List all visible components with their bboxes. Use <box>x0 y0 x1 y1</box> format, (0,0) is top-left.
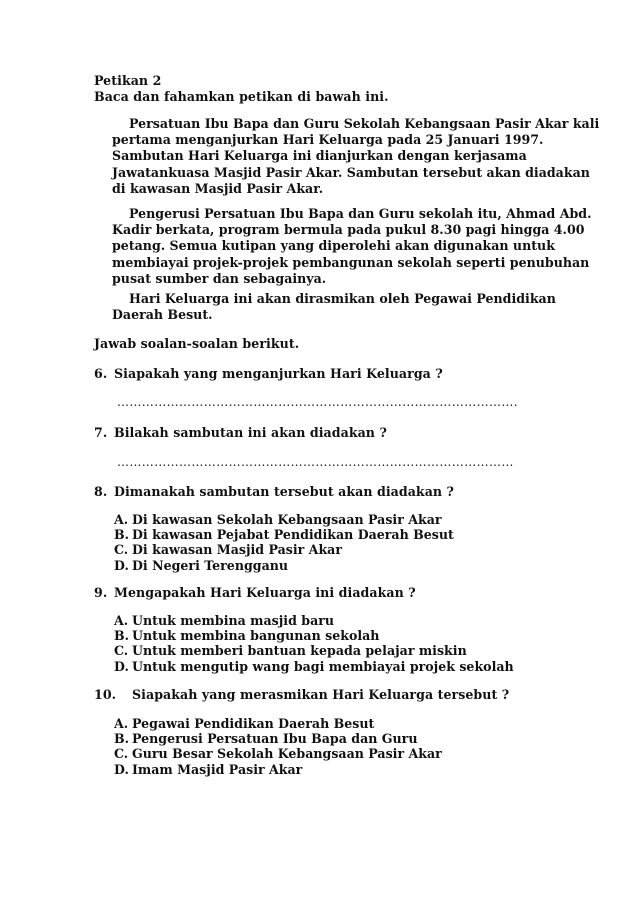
paragraph-line: Daerah Besut. <box>112 307 213 323</box>
paragraph-line: Persatuan Ibu Bapa dan Guru Sekolah Kebangsaan Pasir Akar kali <box>129 116 600 131</box>
option-a[interactable]: A. Di kawasan Sekolah Kebangsaan Pasir Akar <box>114 512 442 527</box>
question-number: 10. <box>94 687 117 702</box>
question-number: 7. <box>94 425 108 440</box>
question-number: 8. <box>94 484 108 499</box>
passage-paragraph-1 <box>112 116 600 197</box>
paragraph-line: di kawasan Masjid Pasir Akar. <box>112 180 324 196</box>
question-number: 6. <box>94 366 108 381</box>
question-text: Bilakah sambutan ini akan diadakan ? <box>114 425 387 440</box>
paragraph-line: Sambutan Hari Keluarga ini dianjurkan dengan kerjasama <box>112 148 527 164</box>
option-c[interactable]: C. Untuk memberi bantuan kepada pelajar miskin <box>114 643 467 659</box>
question-6 <box>94 366 443 382</box>
paragraph-line: Hari Keluarga ini akan dirasmikan oleh Pegawai Pendidikan <box>129 291 556 306</box>
paragraph-line: Jawatankuasa Masjid Pasir Akar. Sambutan tersebut akan diadakan <box>112 164 590 180</box>
passage-paragraph-2 <box>112 206 592 287</box>
question-7 <box>94 425 387 441</box>
option-c[interactable]: C. Di kawasan Masjid Pasir Akar <box>114 542 342 558</box>
options-9 <box>114 613 514 674</box>
passage-paragraph-3 <box>112 291 556 323</box>
question-text: Siapakah yang menganjurkan Hari Keluarga ? <box>114 366 443 381</box>
passage-title: Petikan 2 <box>94 73 162 88</box>
question-8 <box>94 484 454 500</box>
option-b[interactable]: B. Di kawasan Pejabat Pendidikan Daerah Besut <box>114 527 454 543</box>
paragraph-line: pertama menganjurkan Hari Keluarga pada 25 Januari 1997. <box>112 132 544 148</box>
option-c[interactable]: C. Guru Besar Sekolah Kebangsaan Pasir Akar <box>114 746 442 762</box>
paragraph-line: petang. Semua kutipan yang diperolehi akan digunakan untuk <box>112 238 555 254</box>
question-text: Siapakah yang merasmikan Hari Keluarga tersebut ? <box>132 687 510 702</box>
option-b[interactable]: B. Pengerusi Persatuan Ibu Bapa dan Guru <box>114 731 418 747</box>
option-d[interactable]: D. Di Negeri Terengganu <box>114 557 289 573</box>
option-d[interactable]: D. Untuk mengutip wang bagi membiayai projek sekolah <box>114 658 514 674</box>
option-a[interactable]: A. Pegawai Pendidikan Daerah Besut <box>114 716 375 731</box>
question-text: Dimanakah sambutan tersebut akan diadakan ? <box>114 484 454 499</box>
answer-line-6[interactable]: ……………………………………………………………………………………. <box>117 395 519 409</box>
paragraph-line: Pengerusi Persatuan Ibu Bapa dan Guru sekolah itu, Ahmad Abd. <box>129 206 592 221</box>
passage-instruction: Baca dan fahamkan petikan di bawah ini. <box>94 89 389 104</box>
question-10 <box>94 687 509 703</box>
answer-line-7[interactable]: …………………………………………………………………………………… <box>117 455 514 469</box>
question-text: Mengapakah Hari Keluarga ini diadakan ? <box>114 585 416 600</box>
options-8 <box>114 512 454 573</box>
questions-intro: Jawab soalan-soalan berikut. <box>94 336 300 351</box>
paragraph-line: pusat sumber dan sebagainya. <box>112 270 327 286</box>
option-b[interactable]: B. Untuk membina bangunan sekolah <box>114 628 380 644</box>
paragraph-line: membiayai projek-projek pembangunan sekolah seperti penubuhan <box>112 254 590 270</box>
option-a[interactable]: A. Untuk membina masjid baru <box>114 613 335 628</box>
options-10 <box>114 716 442 777</box>
option-d[interactable]: D. Imam Masjid Pasir Akar <box>114 761 303 777</box>
question-9 <box>94 585 416 601</box>
paragraph-line: Kadir berkata, program bermula pada pukul 8.30 pagi hingga 4.00 <box>112 222 585 238</box>
question-number: 9. <box>94 585 108 600</box>
